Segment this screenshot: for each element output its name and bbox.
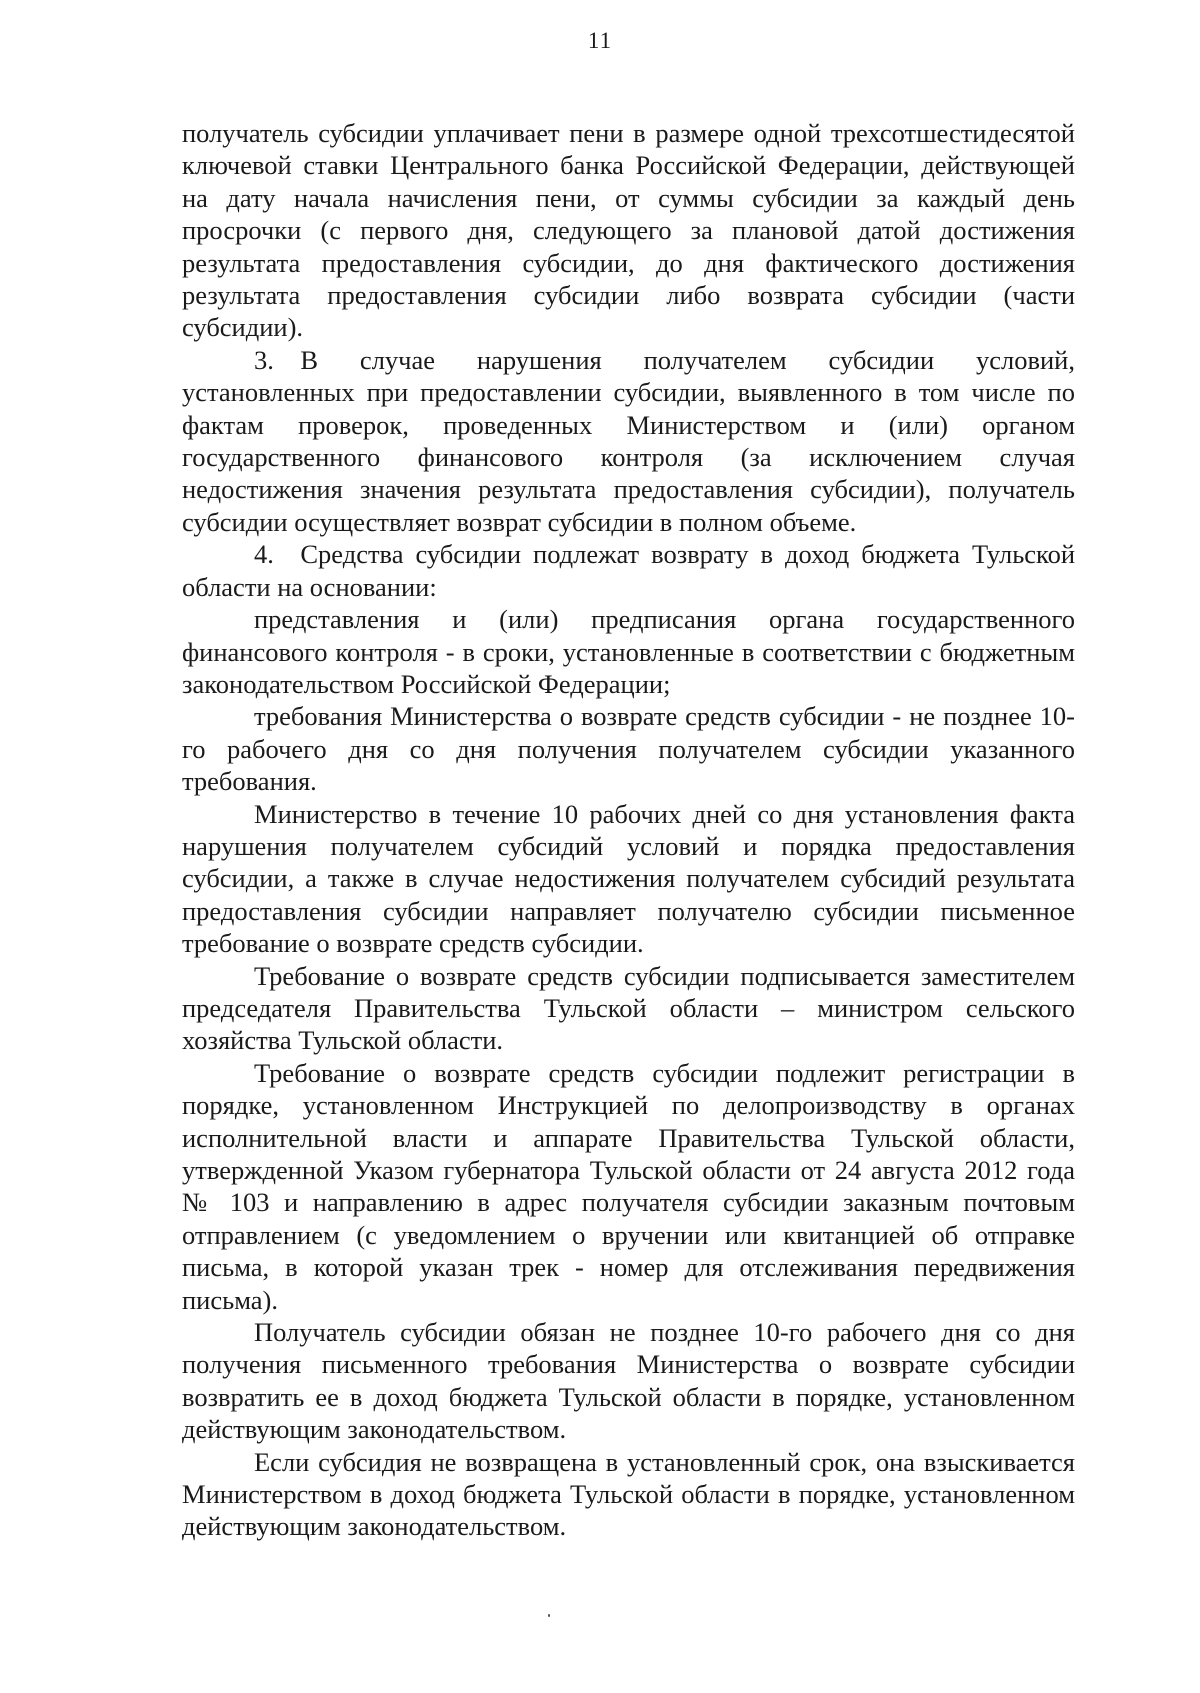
paragraph-ministry-requirement: требования Министерства о возврате средств субсидии - не позднее 10-го рабочего дня со дня получения получателем субсидии указанного требования.: [182, 701, 1075, 797]
paragraph-item-4: 4. Средства субсидии подлежат возврату в доход бюджета Тульской области на основании:: [182, 539, 1075, 602]
paragraph-recipient-obligation: Получатель субсидии обязан не позднее 10-го рабочего дня со дня получения письменного требования Министерства о возврате субсидии возвратить ее в доход бюджета Тульской области в порядке, установленном действующим законодательством.: [182, 1317, 1075, 1445]
paragraph-requirement-registration: Требование о возврате средств субсидии подлежит регистрации в порядке, установленном Инструкцией по делопроизводству в органах исполнительной власти и аппарате Правительства Тульской области, утвержденной Указом губернатора Тульской области от 24 августа 2012 года № 103 и направлению в адрес получателя субсидии заказным почтовым отправлением (с уведомлением о вручении или квитанцией об отправке письма, в которой указан трек - номер для отслеживания передвижения письма).: [182, 1057, 1075, 1315]
paragraph-representation: представления и (или) предписания органа государственного финансового контроля - в сроки, установленные в соответствии с бюджетным законодательством Российской Федерации;: [182, 604, 1075, 699]
document-body: [182, 117, 1075, 1543]
paragraph-requirement-signed: Требование о возврате средств субсидии подписывается заместителем председателя Правительства Тульской области – министром сельского хозяйства Тульской области.: [182, 960, 1075, 1056]
paragraph-recovery: Если субсидия не возвращена в установленный срок, она взыскивается Министерством в доход бюджета Тульской области в порядке, установленном действующим законодательством.: [182, 1446, 1075, 1542]
paragraph-ministry-notice: Министерство в течение 10 рабочих дней со дня установления факта нарушения получателем субсидий условий и порядка предоставления субсидии, а также в случае недостижения получателем субсидий результата предоставления субсидии направляет получателю субсидии письменное требование о возврате средств субсидии.: [182, 798, 1075, 959]
paragraph-penalty-continuation: получатель субсидии уплачивает пени в размере одной трехсотшестидесятой ключевой ставки Центрального банка Российской Федерации, действующей на дату начала начисления пени, от суммы субсидии за каждый день просрочки (с первого дня, следующего за плановой датой достижения результата предоставления субсидии, до дня фактического достижения результата предоставления субсидии либо возврата субсидии (части субсидии).: [182, 118, 1075, 343]
scan-speck: [548, 1614, 550, 1617]
paragraph-item-3: 3. В случае нарушения получателем субсидии условий, установленных при предоставлении субсидии, выявленного в том числе по фактам проверок, проведенных Министерством и (или) органом государственного финансового контроля (за исключением случая недостижения значения результата предоставления субсидии), получатель субсидии осуществляет возврат субсидии в полном объеме.: [182, 344, 1075, 537]
page-number: 11: [587, 28, 613, 53]
